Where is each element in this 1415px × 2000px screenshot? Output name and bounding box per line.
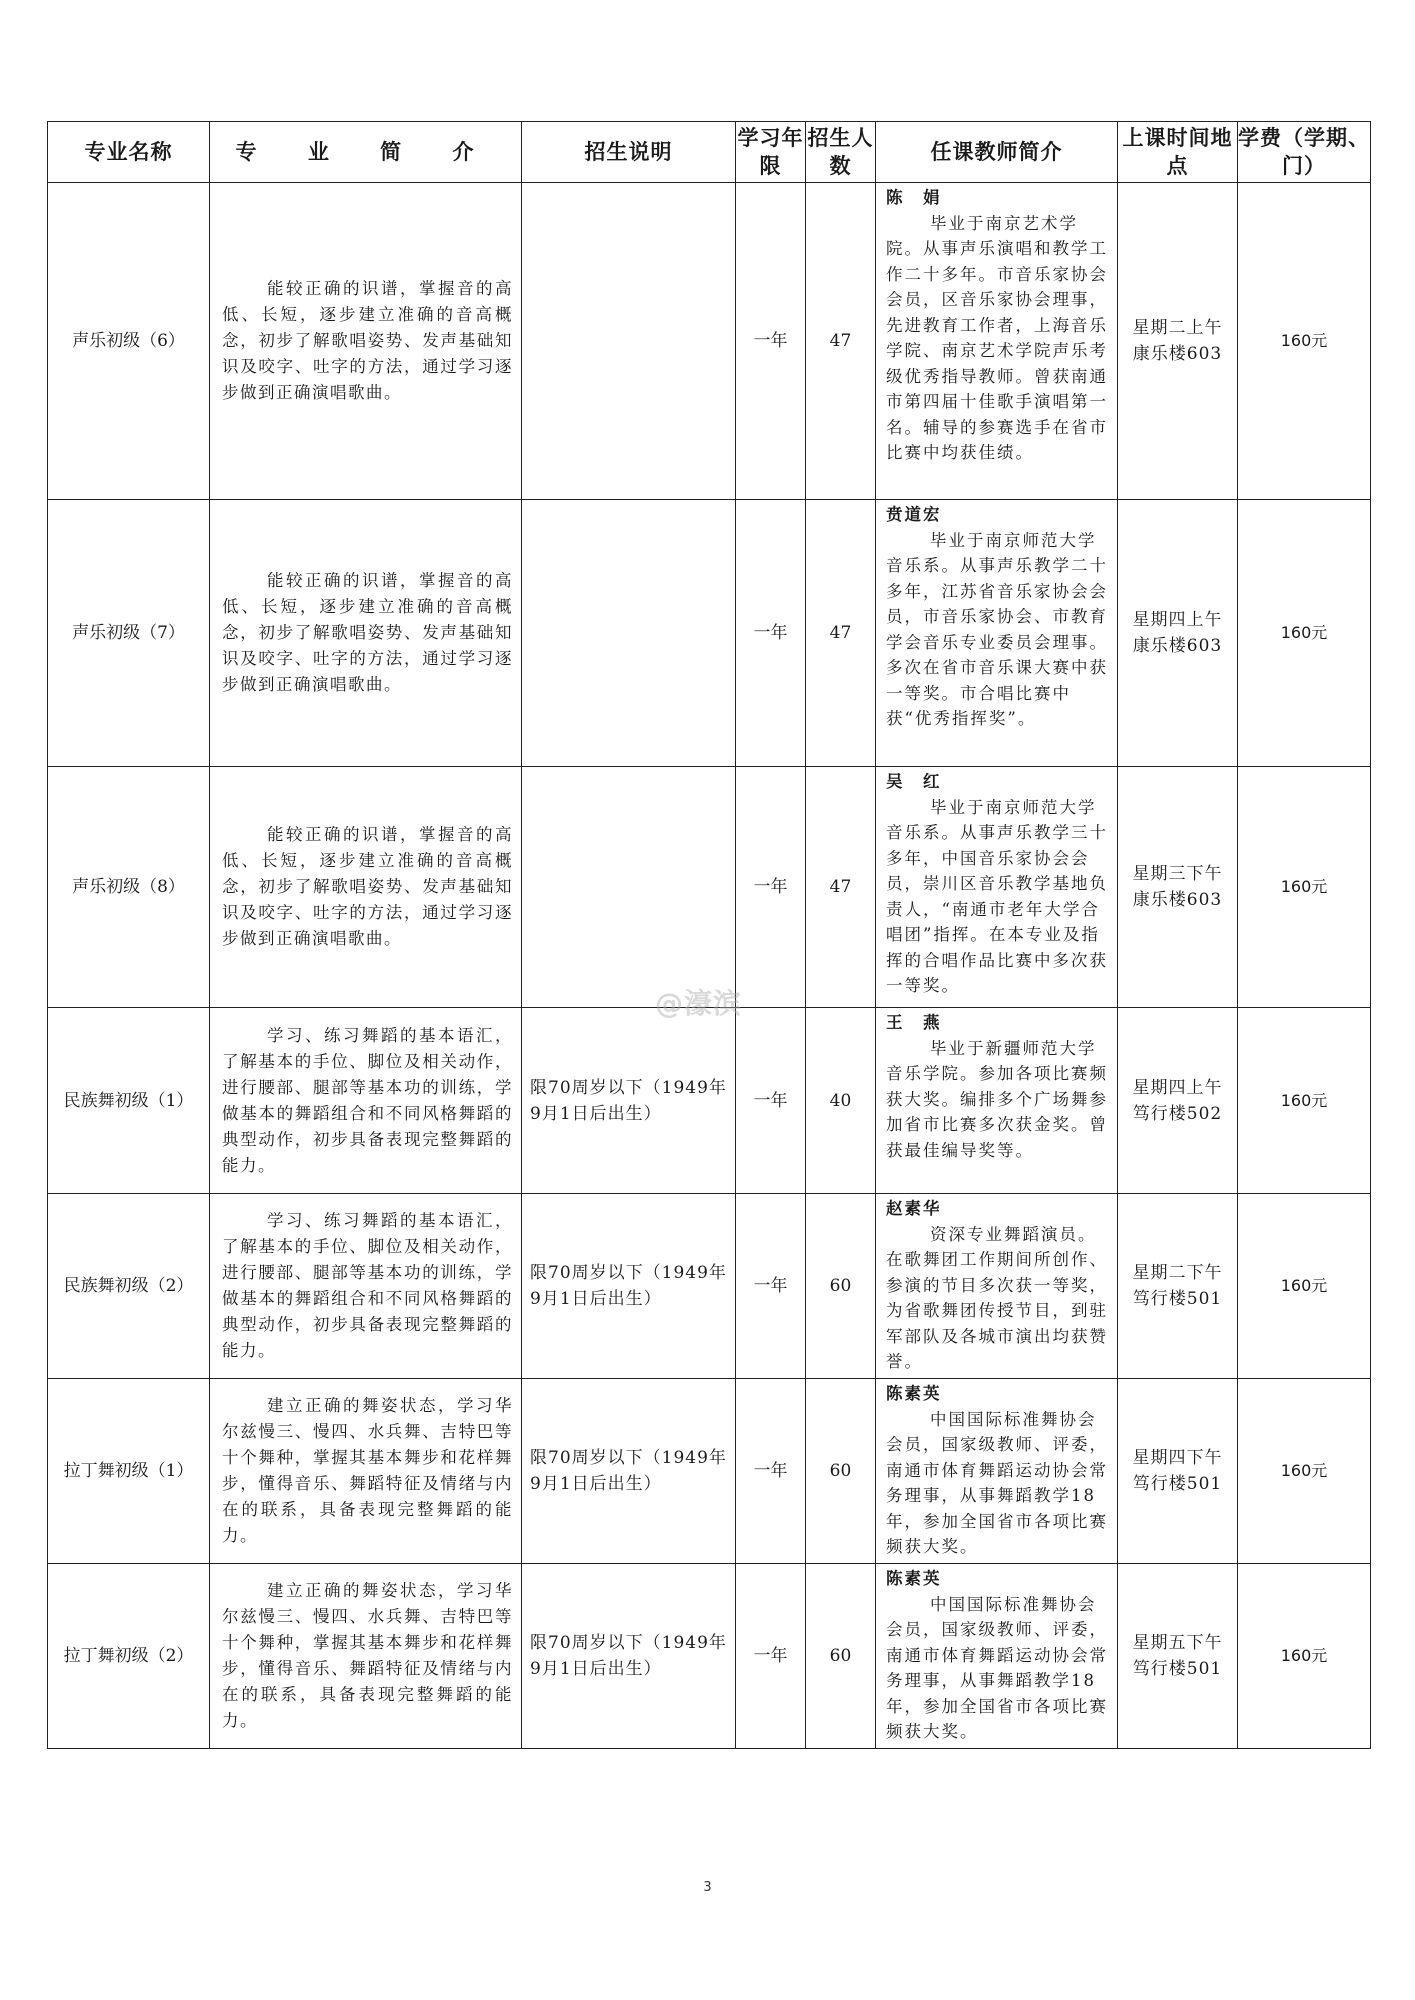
teacher-cell bbox=[876, 183, 1118, 500]
teacher-cell bbox=[876, 1008, 1118, 1194]
teacher-bio bbox=[886, 531, 1108, 729]
page-number: 3 bbox=[703, 1880, 712, 1895]
course-time: 星期四上午 bbox=[1132, 610, 1223, 630]
table-row bbox=[48, 1564, 1371, 1749]
course-intro bbox=[210, 1379, 522, 1564]
course-count: 47 bbox=[806, 767, 876, 1008]
course-place: 笃行楼501 bbox=[1132, 1659, 1223, 1679]
table-row bbox=[48, 767, 1371, 1008]
course-fee: 160元 bbox=[1238, 1379, 1371, 1564]
course-intro bbox=[210, 500, 522, 767]
course-intro-text: 学习、练习舞蹈的基本语汇，了解基本的手位、脚位及相关动作，进行腰部、腿部等基本功的训练，学做基本的舞蹈组合和不同风格舞蹈的典型动作，初步具备表现完整舞蹈的能力。 bbox=[222, 1211, 513, 1360]
course-requirements bbox=[522, 767, 736, 1008]
course-place: 笃行楼502 bbox=[1132, 1103, 1223, 1124]
teacher-bio-text: 毕业于南京师范大学音乐系。从事声乐教学二十多年，江苏省音乐家协会会员，市音乐家协会、市教育学会音乐专业委员会理事。多次在省市音乐课大赛中获一等奖。市合唱比赛中获“优秀指挥奖”。 bbox=[886, 530, 1108, 728]
course-count: 47 bbox=[806, 500, 876, 767]
teacher-bio bbox=[886, 214, 1108, 463]
course-intro-text: 能较正确的识谱，掌握音的高低、长短，逐步建立准确的音高概念，初步了解歌唱姿势、发声基础知识及咬字、吐字的方法，通过学习逐步做到正确演唱歌曲。 bbox=[222, 279, 513, 402]
course-requirements: 限70周岁以下（1949年9月1日后出生） bbox=[522, 1008, 736, 1194]
table-row bbox=[48, 500, 1371, 767]
teacher-bio-text: 中国国际标准舞协会会员，国家级教师、评委，南通市体育舞蹈运动协会常务理事，从事舞蹈教学18年，参加全国省市各项比赛频获大奖。 bbox=[886, 1409, 1108, 1556]
header-years: 学习年限 bbox=[736, 122, 806, 183]
header-name: 专业名称 bbox=[48, 122, 210, 183]
course-requirements: 限70周岁以下（1949年9月1日后出生） bbox=[522, 1564, 736, 1749]
course-intro-text: 能较正确的识谱，掌握音的高低、长短，逐步建立准确的音高概念，初步了解歌唱姿势、发声基础知识及咬字、吐字的方法，通过学习逐步做到正确演唱歌曲。 bbox=[222, 825, 513, 948]
course-years: 一年 bbox=[736, 1194, 806, 1379]
header-requirements: 招生说明 bbox=[522, 122, 736, 183]
course-intro-text: 学习、练习舞蹈的基本语汇，了解基本的手位、脚位及相关动作，进行腰部、腿部等基本功的训练，学做基本的舞蹈组合和不同风格舞蹈的典型动作，初步具备表现完整舞蹈的能力。 bbox=[222, 1025, 513, 1175]
teacher-bio bbox=[886, 798, 1108, 996]
course-intro bbox=[210, 767, 522, 1008]
course-time: 星期三下午 bbox=[1132, 864, 1223, 884]
course-fee: 160元 bbox=[1238, 767, 1371, 1008]
course-time-place bbox=[1118, 1194, 1238, 1379]
table-header-row bbox=[48, 122, 1371, 183]
course-intro-text: 建立正确的舞姿状态，学习华尔兹慢三、慢四、水兵舞、吉特巴等十个舞种，掌握其基本舞步和花样舞步，懂得音乐、舞蹈特征及情绪与内在的联系，具备表现完整舞蹈的能力。 bbox=[222, 1581, 513, 1730]
course-time-place bbox=[1118, 767, 1238, 1008]
course-count: 60 bbox=[806, 1379, 876, 1564]
teacher-cell bbox=[876, 1379, 1118, 1564]
course-fee: 160元 bbox=[1238, 500, 1371, 767]
course-place: 笃行楼501 bbox=[1132, 1289, 1223, 1309]
table-row bbox=[48, 1379, 1371, 1564]
course-time-place bbox=[1118, 1564, 1238, 1749]
course-place: 康乐楼603 bbox=[1132, 890, 1223, 910]
teacher-cell bbox=[876, 1564, 1118, 1749]
table-row bbox=[48, 1194, 1371, 1379]
course-count: 47 bbox=[806, 183, 876, 500]
table-row bbox=[48, 1008, 1371, 1194]
course-years: 一年 bbox=[736, 1564, 806, 1749]
teacher-bio-text: 毕业于新疆师范大学音乐学院。参加各项比赛频获大奖。编排多个广场舞参加省市比赛多次获金奖。曾获最佳编导奖等。 bbox=[886, 1038, 1108, 1160]
course-name: 拉丁舞初级（2） bbox=[48, 1564, 210, 1749]
teacher-bio-text: 毕业于南京师范大学音乐系。从事声乐教学三十多年，中国音乐家协会会员，崇川区音乐教学基地负责人，“南通市老年大学合唱团”指挥。在本专业及指挥的合唱作品比赛中多次获一等奖。 bbox=[886, 797, 1108, 995]
course-place: 笃行楼501 bbox=[1132, 1474, 1223, 1494]
course-time: 星期四上午 bbox=[1132, 1077, 1223, 1098]
course-intro bbox=[210, 1564, 522, 1749]
teacher-bio-text: 毕业于南京艺术学院。从事声乐演唱和教学工作二十多年。市音乐家协会会员，区音乐家协会理事，先进教育工作者，上海音乐学院、南京艺术学院声乐考级优秀指导教师。曾获南通市第四届十佳歌手演唱第一名。辅导的参赛选手在省市比赛中均获佳绩。 bbox=[886, 213, 1108, 462]
course-fee: 160元 bbox=[1238, 183, 1371, 500]
course-name: 民族舞初级（2） bbox=[48, 1194, 210, 1379]
header-intro: 专 业 简 介 bbox=[210, 122, 522, 183]
course-requirements bbox=[522, 183, 736, 500]
course-time-place bbox=[1118, 1379, 1238, 1564]
course-time: 星期二上午 bbox=[1132, 318, 1223, 338]
teacher-bio bbox=[886, 1039, 1108, 1160]
course-intro bbox=[210, 1194, 522, 1379]
course-intro-text: 建立正确的舞姿状态，学习华尔兹慢三、慢四、水兵舞、吉特巴等十个舞种，掌握其基本舞步和花样舞步，懂得音乐、舞蹈特征及情绪与内在的联系，具备表现完整舞蹈的能力。 bbox=[222, 1396, 513, 1545]
course-place: 康乐楼603 bbox=[1132, 636, 1223, 656]
course-years: 一年 bbox=[736, 1008, 806, 1194]
teacher-cell bbox=[876, 1194, 1118, 1379]
teacher-bio-text: 中国国际标准舞协会会员，国家级教师、评委，南通市体育舞蹈运动协会常务理事，从事舞蹈教学18年，参加全国省市各项比赛频获大奖。 bbox=[886, 1594, 1108, 1741]
watermark: @濠滨 bbox=[655, 987, 743, 1020]
teacher-name: 吴 红 bbox=[886, 772, 942, 791]
course-requirements: 限70周岁以下（1949年9月1日后出生） bbox=[522, 1194, 736, 1379]
course-name: 拉丁舞初级（1） bbox=[48, 1379, 210, 1564]
teacher-name: 陈素英 bbox=[886, 1569, 942, 1588]
course-name: 声乐初级（6） bbox=[48, 183, 210, 500]
course-time: 星期二下午 bbox=[1132, 1263, 1223, 1283]
course-time-place bbox=[1118, 500, 1238, 767]
course-years: 一年 bbox=[736, 1379, 806, 1564]
course-name: 民族舞初级（1） bbox=[48, 1008, 210, 1194]
teacher-name: 陈素英 bbox=[886, 1384, 942, 1403]
course-requirements bbox=[522, 500, 736, 767]
course-fee: 160元 bbox=[1238, 1194, 1371, 1379]
table-row bbox=[48, 183, 1371, 500]
teacher-cell bbox=[876, 767, 1118, 1008]
teacher-bio-text: 资深专业舞蹈演员。在歌舞团工作期间所创作、参演的节目多次获一等奖，为省歌舞团传授节目，到驻军部队及各城市演出均获赞誉。 bbox=[886, 1224, 1108, 1371]
course-table bbox=[47, 121, 1371, 1749]
header-time: 上课时间地点 bbox=[1118, 122, 1238, 183]
course-count: 60 bbox=[806, 1194, 876, 1379]
teacher-cell bbox=[876, 500, 1118, 767]
course-intro-text: 能较正确的识谱，掌握音的高低、长短，逐步建立准确的音高概念，初步了解歌唱姿势、发声基础知识及咬字、吐字的方法，通过学习逐步做到正确演唱歌曲。 bbox=[222, 571, 513, 694]
course-time: 星期五下午 bbox=[1132, 1633, 1223, 1653]
course-years: 一年 bbox=[736, 183, 806, 500]
teacher-name: 王 燕 bbox=[886, 1013, 942, 1032]
teacher-bio bbox=[886, 1410, 1108, 1557]
course-intro bbox=[210, 1008, 522, 1194]
course-time: 星期四下午 bbox=[1132, 1448, 1223, 1468]
course-years: 一年 bbox=[736, 500, 806, 767]
course-time-place bbox=[1118, 1008, 1238, 1194]
header-fee: 学费（学期、门） bbox=[1238, 122, 1371, 183]
course-years: 一年 bbox=[736, 767, 806, 1008]
teacher-name: 赵素华 bbox=[886, 1199, 942, 1218]
teacher-bio bbox=[886, 1595, 1108, 1742]
course-count: 40 bbox=[806, 1008, 876, 1194]
teacher-bio bbox=[886, 1225, 1108, 1372]
course-requirements: 限70周岁以下（1949年9月1日后出生） bbox=[522, 1379, 736, 1564]
course-count: 60 bbox=[806, 1564, 876, 1749]
course-place: 康乐楼603 bbox=[1132, 344, 1223, 364]
teacher-name: 陈 娟 bbox=[886, 188, 942, 207]
teacher-name: 贲道宏 bbox=[886, 505, 942, 524]
course-time-place bbox=[1118, 183, 1238, 500]
course-name: 声乐初级（7） bbox=[48, 500, 210, 767]
course-name: 声乐初级（8） bbox=[48, 767, 210, 1008]
course-fee: 160元 bbox=[1238, 1008, 1371, 1194]
header-teacher: 任课教师简介 bbox=[876, 122, 1118, 183]
course-intro bbox=[210, 183, 522, 500]
course-fee: 160元 bbox=[1238, 1564, 1371, 1749]
header-count: 招生人数 bbox=[806, 122, 876, 183]
